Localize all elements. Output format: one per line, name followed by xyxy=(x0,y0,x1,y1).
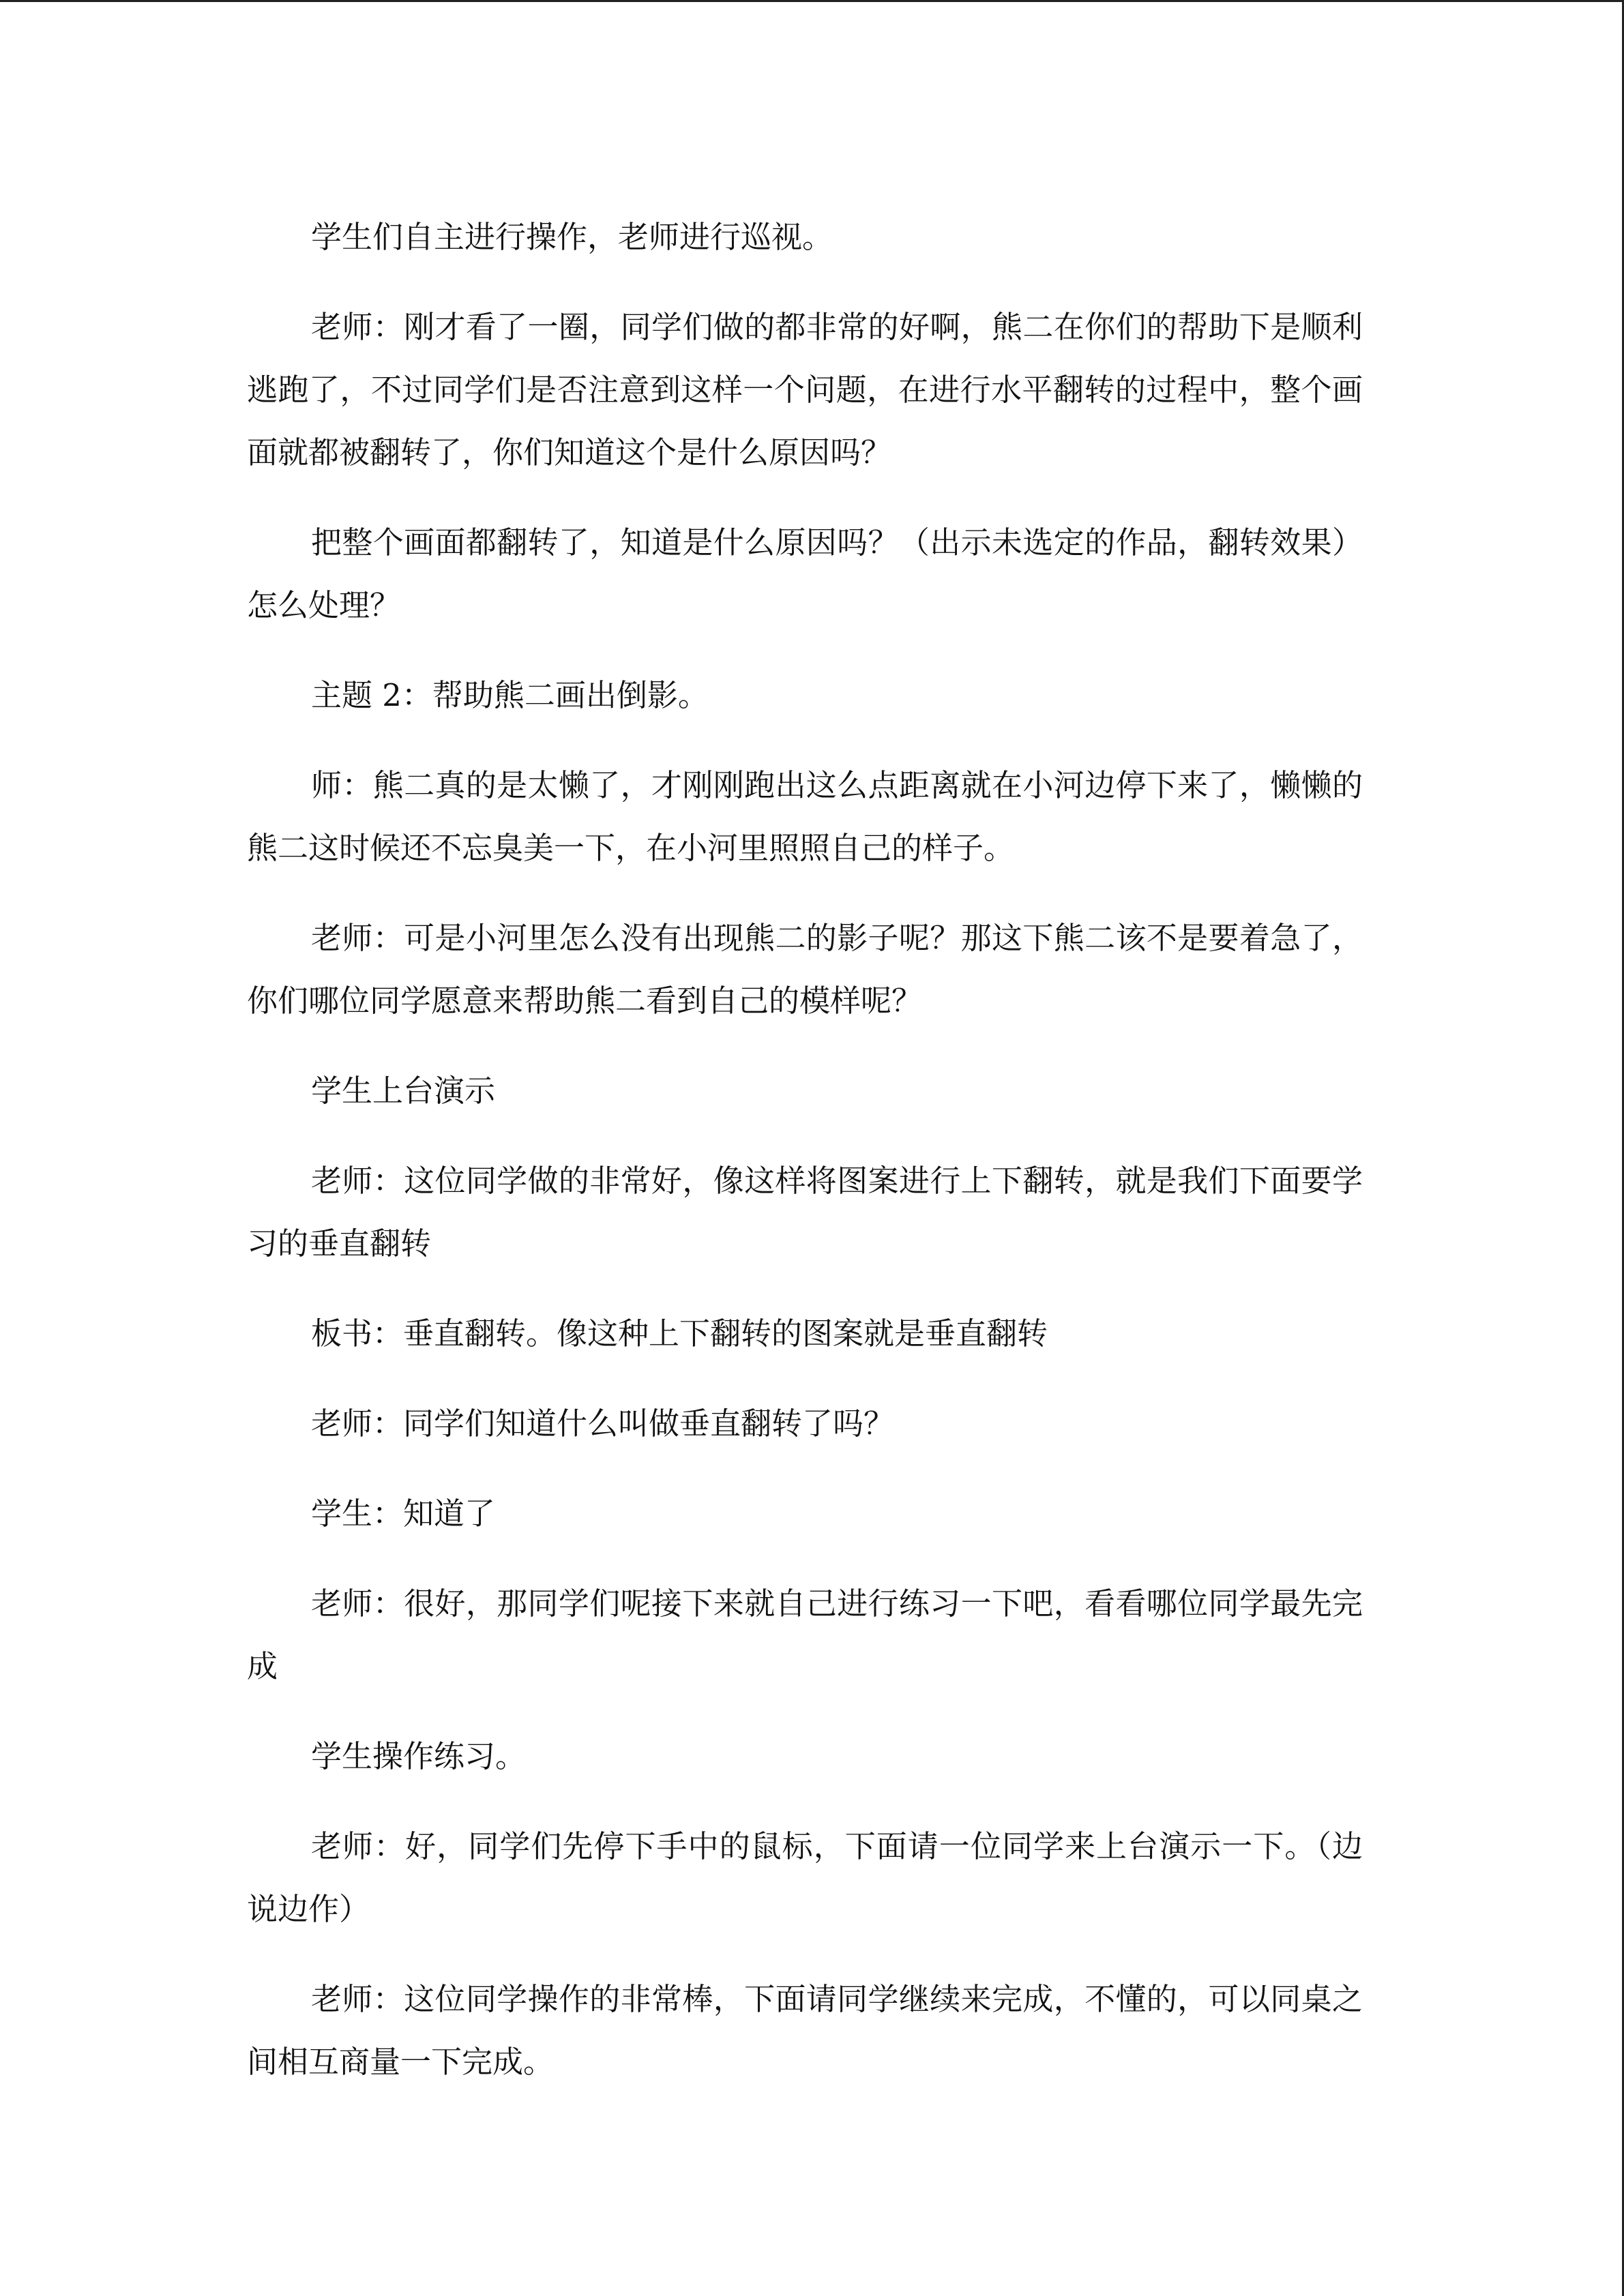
paragraph-topic-2: 主题 2：帮助熊二画出倒影。 xyxy=(311,677,709,713)
document-body xyxy=(247,206,1363,2121)
paragraph-teacher-practice: 老师：很好，那同学们呢接下来就自己进行练习一下吧，看看哪位同学最先完成 xyxy=(247,1585,1363,1684)
paragraph-teacher-no-reflection: 老师：可是小河里怎么没有出现熊二的影子呢？那这下熊二该不是要着急了，你们哪位同学愿意来帮助熊二看到自己的模样呢？ xyxy=(247,920,1363,1019)
paragraph-teacher-stop-mouse: 老师：好，同学们先停下手中的鼠标，下面请一位同学来上台演示一下。（边说边作） xyxy=(247,1828,1363,1927)
paragraph-teacher-continue: 老师：这位同学操作的非常棒，下面请同学继续来完成，不懂的，可以同桌之间相互商量一下完成。 xyxy=(247,1981,1363,2080)
paragraph-teacher-ask-understand: 老师：同学们知道什么叫做垂直翻转了吗？ xyxy=(311,1405,895,1442)
paragraph-student-practice: 学生操作练习。 xyxy=(311,1738,527,1774)
paragraph-blackboard-vertical-flip: 板书：垂直翻转。像这种上下翻转的图案就是垂直翻转 xyxy=(311,1315,1048,1352)
paragraph-student-demo: 学生上台演示 xyxy=(311,1073,496,1109)
paragraph-student-answer: 学生：知道了 xyxy=(311,1495,496,1532)
paragraph-teacher-vertical-flip-intro: 老师：这位同学做的非常好，像这样将图案进行上下翻转，就是我们下面要学习的垂直翻转 xyxy=(247,1163,1363,1262)
paragraph-teacher-lazy-bear: 师：熊二真的是太懒了，才刚刚跑出这么点距离就在小河边停下来了，懒懒的熊二这时候还不忘臭美一下，在小河里照照自己的样子。 xyxy=(247,767,1363,866)
page-top-border xyxy=(0,0,1624,2)
paragraph-students-operate: 学生们自主进行操作，老师进行巡视。 xyxy=(311,219,833,255)
paragraph-whole-picture-flipped: 把整个画面都翻转了，知道是什么原因吗？（出示未选定的作品，翻转效果）怎么处理？ xyxy=(247,524,1363,623)
paragraph-teacher-horizontal-flip-question: 老师：刚才看了一圈，同学们做的都非常的好啊，熊二在你们的帮助下是顺利逃跑了，不过同学们是否注意到这样一个问题，在进行水平翻转的过程中，整个画面就都被翻转了，你们知道这个是什么原因吗？ xyxy=(247,309,1363,471)
